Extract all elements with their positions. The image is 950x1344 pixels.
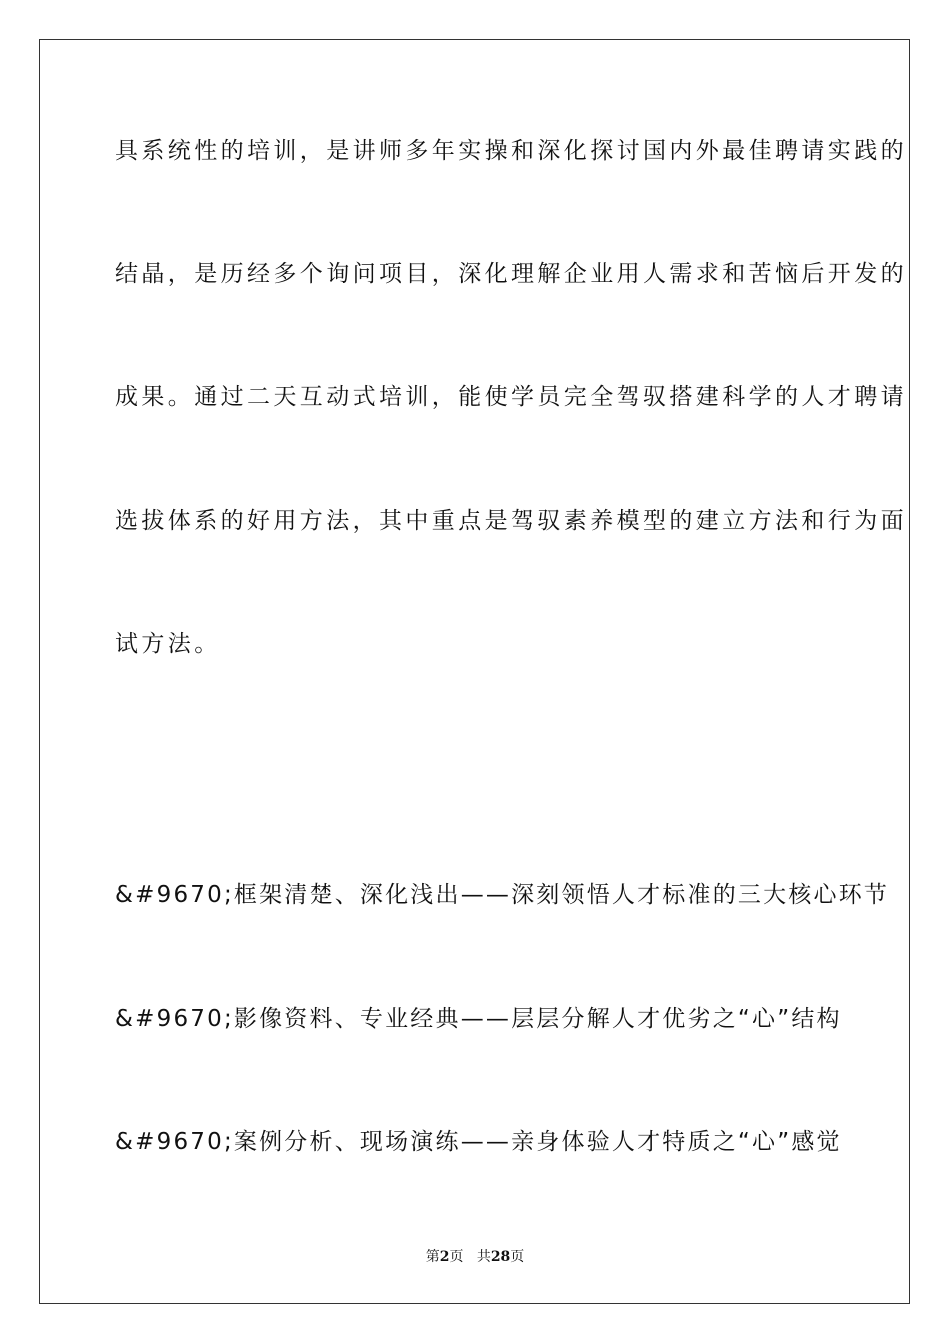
paragraph-line-5: 试方法。: [115, 631, 221, 657]
paragraph-line-4: 选拔体系的好用方法，其中重点是驾驭素养模型的建立方法和行为面: [115, 508, 907, 534]
bullet-item-3: &#9670;案例分析、现场演练——亲身体验人才特质之“心”感觉: [115, 1129, 842, 1155]
footer-total-pages: 28: [490, 1249, 511, 1265]
footer-current-page: 2: [439, 1249, 450, 1265]
page-frame: [39, 39, 910, 1304]
paragraph-line-1: 具系统性的培训，是讲师多年实操和深化探讨国内外最佳聘请实践的: [115, 138, 907, 164]
bullet-item-2: &#9670;影像资料、专业经典——层层分解人才优劣之“心”结构: [115, 1006, 842, 1032]
footer-total-suffix: 页: [510, 1249, 525, 1265]
paragraph-line-3: 成果。通过二天互动式培训，能使学员完全驾驭搭建科学的人才聘请: [115, 384, 907, 410]
footer-page-suffix: 页: [449, 1249, 464, 1265]
footer-total-prefix: 共: [476, 1249, 491, 1265]
bullet-item-1: &#9670;框架清楚、深化浅出——深刻领悟人才标准的三大核心环节: [115, 882, 890, 908]
footer-page-prefix: 第: [425, 1249, 440, 1265]
paragraph-line-2: 结晶，是历经多个询问项目，深化理解企业用人需求和苦恼后开发的: [115, 261, 907, 287]
page-footer: [0, 1248, 950, 1266]
